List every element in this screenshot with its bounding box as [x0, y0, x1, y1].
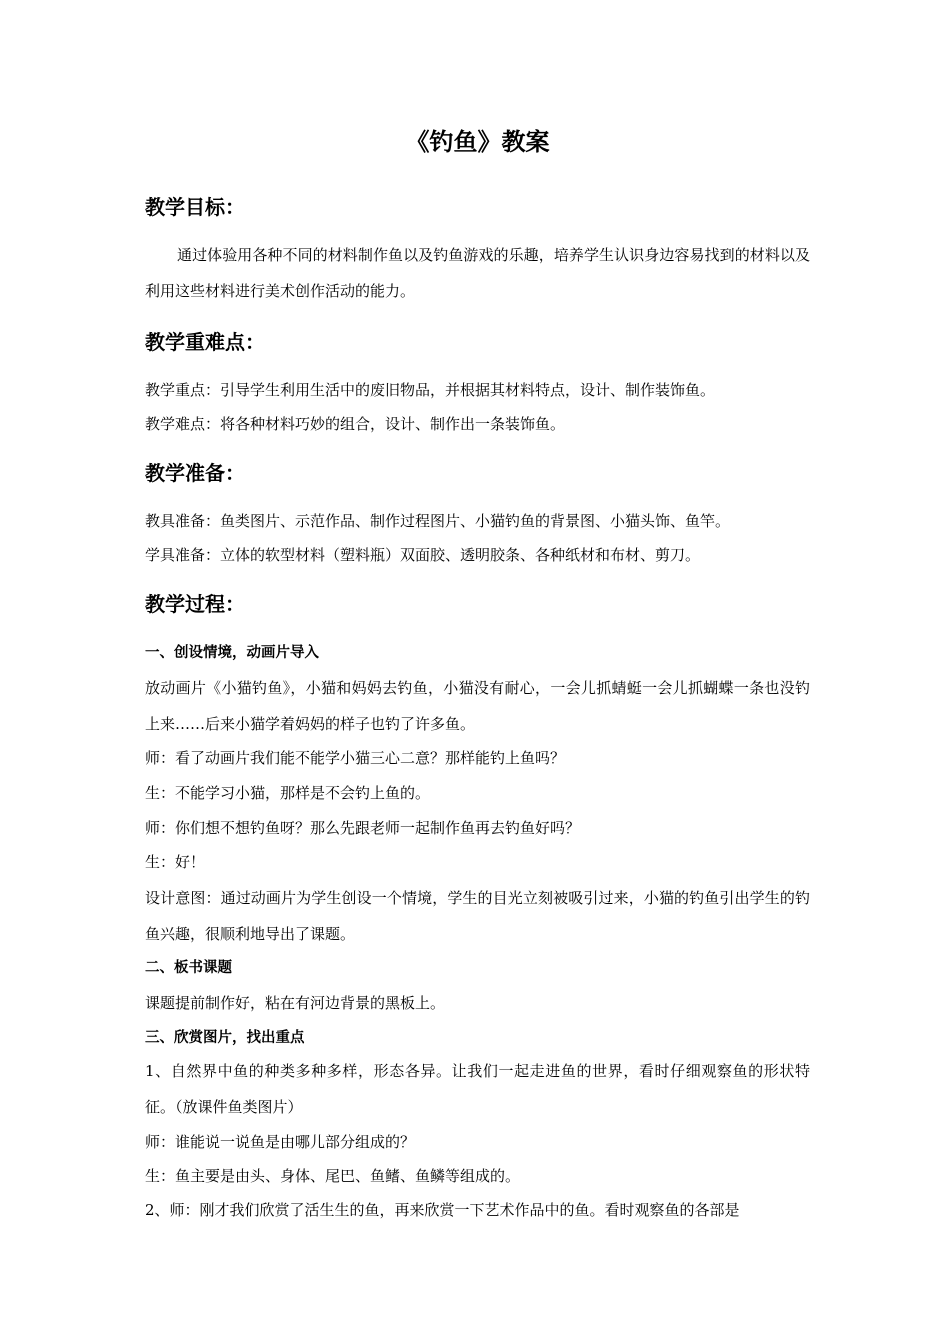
step2-paragraph: 课题提前制作好，粘在有河边背景的黑板上。	[145, 994, 446, 1012]
process-heading: 教学过程：	[145, 592, 245, 616]
preparation-heading: 教学准备：	[145, 461, 245, 485]
key-focus-text: 教学重点：引导学生利用生活中的废旧物品，并根据其材料特点，设计、制作装饰鱼。	[145, 381, 716, 399]
step1-heading: 一、创设情境，动画片导入	[145, 645, 319, 661]
step3-student-answer: 生：鱼主要是由头、身体、尾巴、鱼鳍、鱼鳞等组成的。	[145, 1167, 521, 1185]
step3-teacher-question: 师：谁能说一说鱼是由哪儿部分组成的？	[145, 1133, 416, 1151]
objectives-heading: 教学目标：	[145, 195, 245, 219]
student-prep-text: 学具准备：立体的软型材料（塑料瓶）双面胶、透明胶条、各种纸材和布材、剪刀。	[145, 546, 701, 564]
step1-teacher-invite: 师：你们想不想钓鱼呀？那么先跟老师一起制作鱼再去钓鱼好吗？	[145, 819, 581, 837]
teacher-prep-text: 教具准备：鱼类图片、示范作品、制作过程图片、小猫钓鱼的背景图、小猫头饰、鱼竿。	[145, 512, 731, 530]
step1-student-answer: 生：不能学习小猫，那样是不会钓上鱼的。	[145, 784, 431, 802]
step1-design-intent: 设计意图：通过动画片为学生创设一个情境，学生的目光立刻被吸引过来，小猫的钓鱼引出学生的钓鱼兴趣，很顺利地导出了课题。	[145, 889, 810, 943]
step1-student-reply: 生：好！	[145, 853, 206, 871]
key-points-heading: 教学重难点：	[145, 330, 265, 354]
step2-heading: 二、板书课题	[145, 960, 232, 976]
step1-paragraph: 放动画片《小猫钓鱼》，小猫和妈妈去钓鱼，小猫没有耐心，一会儿抓蜻蜓一会儿抓蝴蝶一条也没钓上来……后来小猫学着妈妈的样子也钓了许多鱼。	[145, 679, 810, 733]
objectives-text: 通过体验用各种不同的材料制作鱼以及钓鱼游戏的乐趣，培养学生认识身边容易找到的材料以及利用这些材料进行美术创作活动的能力。	[145, 246, 810, 300]
step1-teacher-question: 师：看了动画片我们能不能学小猫三心二意？那样能钓上鱼吗？	[145, 749, 566, 767]
step3-paragraph-2: 2、师：刚才我们欣赏了活生生的鱼，再来欣赏一下艺术作品中的鱼。看时观察鱼的各部是	[145, 1201, 740, 1219]
key-difficulty-text: 教学难点：将各种材料巧妙的组合，设计、制作出一条装饰鱼。	[145, 415, 566, 433]
document-title: 《钓鱼》教案	[405, 128, 550, 156]
step3-heading: 三、欣赏图片，找出重点	[145, 1030, 305, 1046]
step3-paragraph-1: 1、自然界中鱼的种类多种多样，形态各异。让我们一起走进鱼的世界，看时仔细观察鱼的形状特征。（放课件鱼类图片）	[145, 1062, 810, 1116]
